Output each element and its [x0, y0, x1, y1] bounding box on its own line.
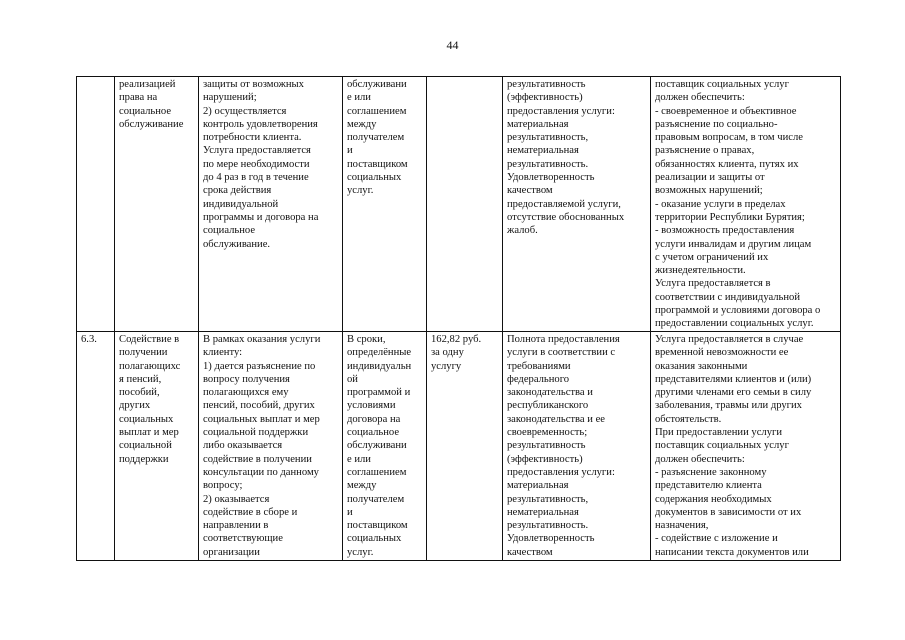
table-row [77, 332, 841, 561]
cell-number [77, 77, 115, 332]
cell-description: В рамках оказания услуги клиенту: 1) дается разъяснение по вопросу получения полагающихся ему пенсий, пособий, других социальных выплат и мер социальной поддержки либо оказывается содействие в получении консультации по данному вопросу; 2) оказывается содействие в сборе и направлении в соответствующие организации [199, 332, 343, 561]
cell-number: 6.3. [77, 332, 115, 561]
cell-service-name: Содействие в получении полагающихс я пенсий, пособий, других социальных выплат и мер социальной поддержки [115, 332, 199, 561]
cell-price: 162,82 руб. за одну услугу [427, 332, 503, 561]
cell-description: защиты от возможных нарушений; 2) осуществляется контроль удовлетворения потребности клиента. Услуга предоставляется по мере необходимости до 4 раз в год в течение срока действия индивидуальной программы и договора на социальное обслуживание. [199, 77, 343, 332]
cell-conditions: поставщик социальных услуг должен обеспечить: - своевременное и объективное разъяснение по социально- правовым вопросам, в том числе разъяснение о правах, обязанностях клиента, путях их реализации и защиты от возможных нарушений; - оказание услуги в пределах территории Республики Бурятия; - возможность предоставления услуги инвалидам и другим лицам с учетом ограничений их жизнедеятельности. Услуга предоставляется в соответствии с индивидуальной программой и условиями договора о предоставлении социальных услуг. [651, 77, 841, 332]
cell-terms: обслуживани е или соглашением между получателем и поставщиком социальных услуг. [343, 77, 427, 332]
table-row [77, 77, 841, 332]
cell-terms: В сроки, определённые индивидуальн ой программой и условиями договора на социальное обслуживани е или соглашением между получателем и поставщиком социальных услуг. [343, 332, 427, 561]
cell-quality: результативность (эффективность) предоставления услуги: материальная результативность, нематериальная результативность. Удовлетворенность качеством предоставляемой услуги, отсутствие обоснованных жалоб. [503, 77, 651, 332]
page-number: 44 [446, 38, 459, 52]
cell-conditions: Услуга предоставляется в случае временной невозможности ее оказания законными представителями клиентов и (или) другими членами его семьи в силу заболевания, травмы или других обстоятельств. При предоставлении услуги поставщик социальных услуг должен обеспечить: - разъяснение законному представителю клиента содержания необходимых документов в зависимости от их назначения, - содействие с изложение и написании текста документов или [651, 332, 841, 561]
cell-price [427, 77, 503, 332]
cell-service-name: реализацией права на социальное обслуживание [115, 77, 199, 332]
services-table [76, 76, 841, 561]
cell-quality: Полнота предоставления услуги в соответствии с требованиями федерального законодательства и республиканского законодательства и ее своевременность; результативность (эффективность) предоставления услуги: материальная результативность, нематериальная результативность. Удовлетворенность качеством [503, 332, 651, 561]
